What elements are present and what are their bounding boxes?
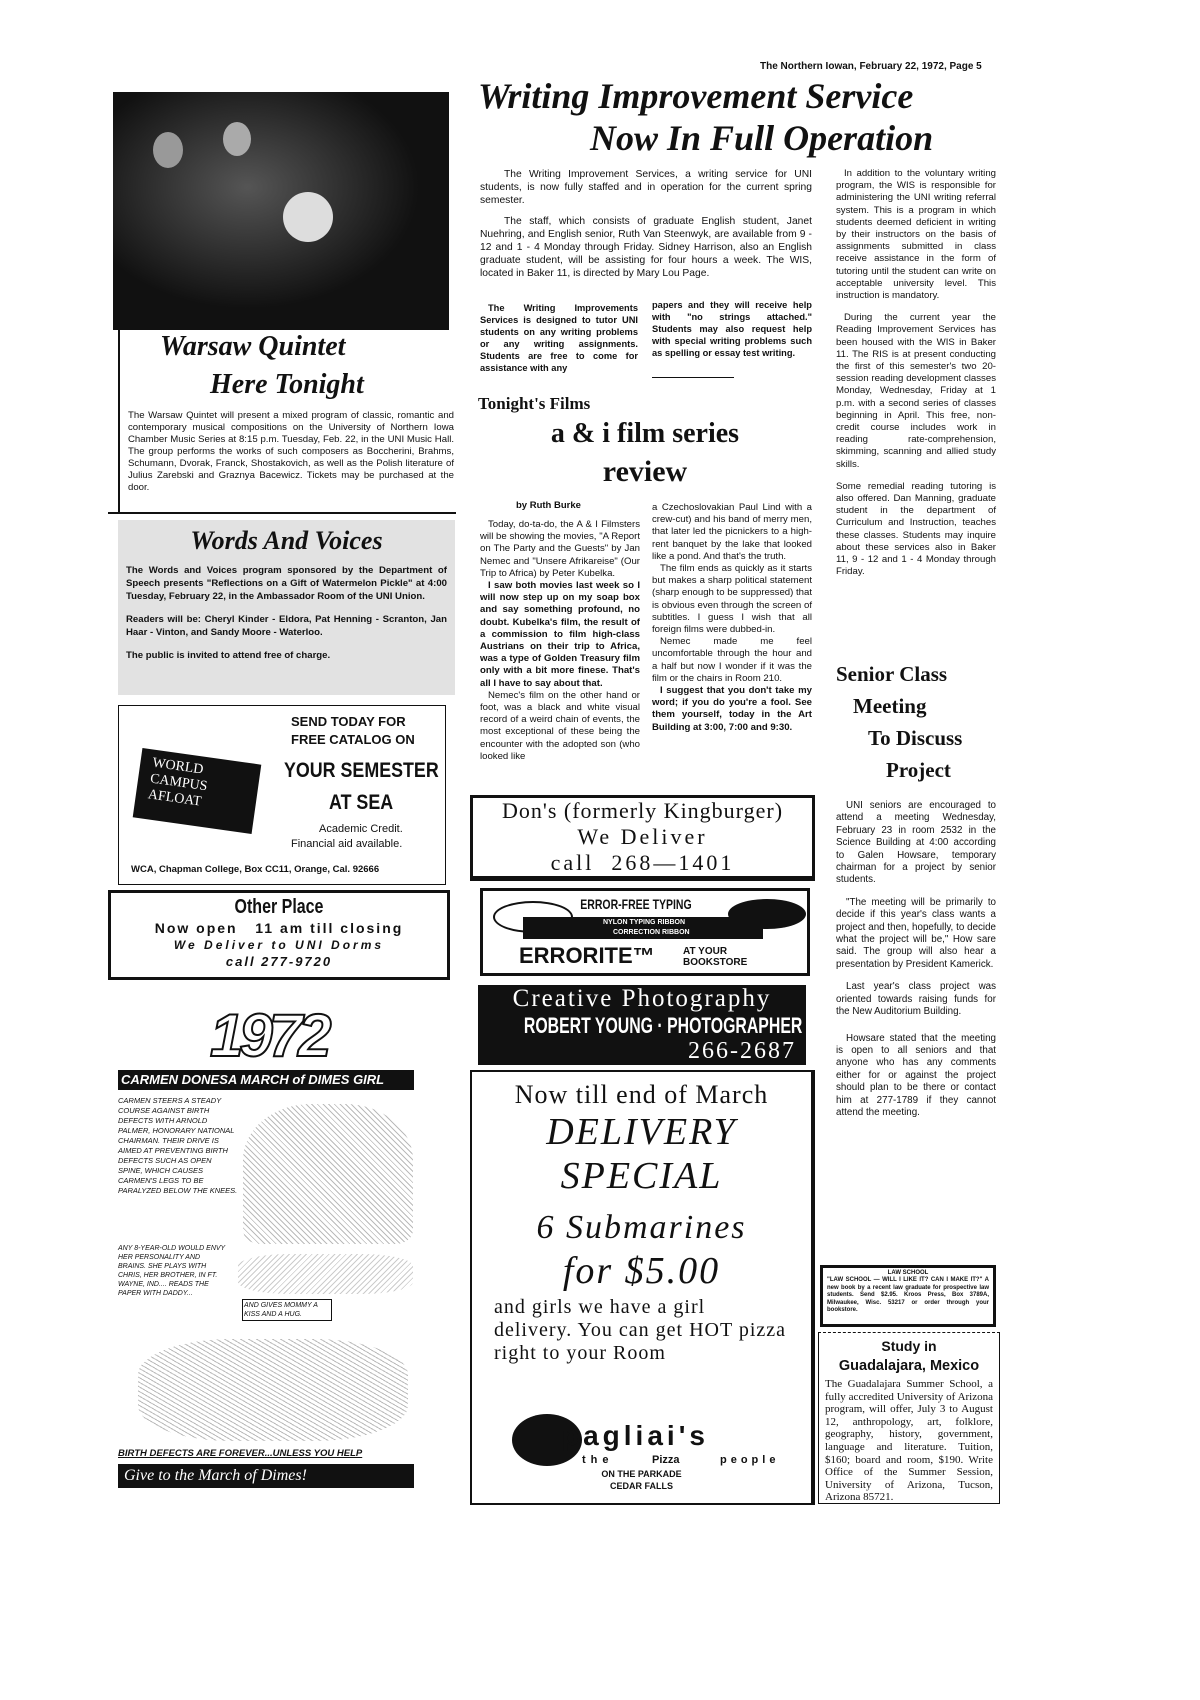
headline-line-1: Writing Improvement Service (478, 76, 914, 116)
wis-bold-left: The Writing Improvements Services is designed to tutor UNI students on any writing problems or any writing assignments. Students are free to come for assistance with any (480, 303, 638, 373)
pagliai-addr1: ON THE PARKADE (601, 1469, 682, 1479)
errorite-ad (480, 888, 810, 976)
pagliais-ad (470, 1070, 815, 1505)
films-c1p3: Nemec's film on the other hand or foot, was a black and white visual record of a weird chain of events, the most exceptional of these being the encounter with the adopted son (who looked like (480, 689, 640, 762)
films-title-2: review (602, 455, 688, 488)
wis-right-col (836, 168, 996, 586)
warsaw-title-1: Warsaw Quintet (160, 331, 346, 362)
dons-l2: We Deliver (577, 824, 708, 849)
sea-address: WCA, Chapman College, Box CC11, Orange, Cal. 92666 (131, 864, 380, 875)
dimes-illustration-bottom (138, 1339, 408, 1441)
masthead: The Northern Iowan, February 22, 1972, Page 5 (760, 61, 982, 72)
pagliai-people: people (720, 1454, 780, 1466)
errorite-l2: NYLON TYPING RIBBON (603, 919, 686, 926)
dimes-caption-2: ANY 8-YEAR-OLD WOULD ENVY HER PERSONALITY AND BRAINS. SHE PLAYS WITH CHRIS, HER BROTHER, IN FT. WAYNE, IND.... READS THE PAPER WITH DADDY... (118, 1244, 228, 1298)
headline-line-2: Now In Full Operation (590, 118, 934, 158)
law-school-ad (820, 1265, 996, 1327)
films-kicker: Tonight's Films (478, 394, 591, 413)
dimes-illustration-top (243, 1104, 413, 1244)
study-body: The Guadalajara Summer School, a fully accredited University of Arizona program, will offer, July 3 to August 12, anthropology, art, folklore, geography, history, government, language and literature. Tuition, $160; board and room, $190. Write Office of the Summer Session, University of Arizona, Tucson, Arizona 85721. (825, 1378, 993, 1504)
wis-right-p1: In addition to the voluntary writing program, the WIS is responsible for administering the UNI writing referral system. This is a program in which students deemed deficient in writing by their instructors on the basis of assignments submitted in class receive assistance in the form of tutoring until the student can write on acceptable university level. This instruction is mandatory. (836, 168, 996, 302)
dimes-caption-1: CARMEN STEERS A STEADY COURSE AGAINST BIRTH DEFECTS WITH ARNOLD PALMER, HONORARY NATIONAL CHAIRMAN. THEIR DRIVE IS AIMED AT PREVENTING BIRTH DEFECTS SUCH AS OPEN SPINE, WHICH CAUSES CARMEN'S LEGS TO BE PARALYZED BELOW THE KNEES. (118, 1096, 238, 1195)
divider (108, 512, 456, 514)
senior-title-1: Senior Class (836, 662, 948, 686)
law-body: "LAW SCHOOL — WILL I LIKE IT? CAN I MAKE IT?" A new book by a recent law graduate for prospective law students. Send $2.95. Kroos Press, Box 3789A, Milwaukee, Wisc. 53217 or order through your bookstore. (827, 1277, 989, 1314)
photography-ad (478, 985, 806, 1065)
dimes-caption-3: AND GIVES MOMMY A KISS AND A HUG. (242, 1299, 332, 1321)
dimes-illustration-mid (238, 1254, 413, 1294)
dimes-footer-2: Give to the March of Dimes! (118, 1464, 414, 1488)
dons-ad (470, 795, 815, 881)
divider (652, 377, 734, 378)
pagliai-the: the (582, 1454, 614, 1466)
sea-l1: SEND TODAY FOR (291, 714, 406, 729)
words-p1: The Words and Voices program sponsored by the Department of Speech presents "Reflections on a Gift of Watermelon Pickle" at 4:00 Tuesday, February 22, in the Ambassador Room of the UNI Union. (126, 565, 447, 602)
errorite-l5: BOOKSTORE (683, 957, 748, 968)
senior-title-3: To Discuss (868, 726, 963, 750)
films-col-2 (652, 502, 812, 741)
photo-l1: Creative Photography (512, 985, 772, 1012)
photo-l3: 266-2687 (688, 1038, 796, 1064)
quintet-photo (113, 92, 449, 330)
senior-p3: Last year's class project was oriented towards raising funds for the New Auditorium Building. (836, 981, 996, 1018)
films-c1p2: I saw both movies last week so I will now step up on my soap box and say something profound, no doubt. Kubelka's film, the result of a commission to film high-class Austrians on their trip to Africa, was a type of Golden Treasury film only with a bit more finese. That's all I have to say about that. (480, 580, 640, 689)
dimes-footer-1: BIRTH DEFECTS ARE FOREVER...UNLESS YOU HELP (118, 1448, 363, 1459)
warsaw-article (118, 330, 454, 512)
senior-p4: Howsare stated that the meeting is open to all seniors and that anyone who has any comments either for or against the project should plan to be there or contact him at 277-1789 if they cannot attend the meeting. (836, 1032, 996, 1118)
wis-bold-right: papers and they will receive help with "no strings attached." Students may also request help with special writing problems such as spelling or essay test writing. (652, 300, 812, 358)
words-p2: Readers will be: Cheryl Kinder - Eldora, Pat Henning - Scranton, Jan Haar - Vinton, and Sandy Moore - Waterloo. (126, 614, 447, 638)
pagliai-l2: DELIVERY (546, 1111, 737, 1153)
dimes-banner: CARMEN DONESA MARCH of DIMES GIRL (118, 1070, 414, 1090)
films-c1p1: Today, do-ta-do, the A & I Filmsters will be showing the movies, "A Report on The Party and the Guests" by Jan Nemec and "Unsere Afrikareise" (Our Trip to Africa) by Peter Kubelka. (480, 519, 640, 579)
words-voices-box (118, 520, 455, 695)
warsaw-body: The Warsaw Quintet will present a mixed program of classic, romantic and contemporary musical compositions on the University of Northern Iowa Chamber Music Series at 8:15 p.m. Tuesday, Feb. 22, in the UNI Music Hall. The group performs the works of such composers as Boccherini, Brahms, Schumann, Dvorak, Franck, Shostakovich, as well as the Polish literature of Julius Zarebski and Graznya Bacewicz. Tickets may be purchased at the door. (128, 410, 454, 493)
senior-body (836, 800, 996, 1126)
semester-at-sea-ad (118, 705, 446, 885)
guadalajara-ad (818, 1332, 1000, 1504)
films-c2p4: I suggest that you don't take my word; if you do you're a fool. See them yourself, today in the Art Building at 3:00, 7:00 and 9:30. (652, 685, 812, 733)
pagliai-l6: and girls we have a girl delivery. You can get HOT pizza right to your Room (494, 1296, 787, 1364)
wis-p2: The staff, which consists of graduate English student, Janet Nuehring, and English senior, Ruth Van Steenwyk, are available from 9 - 12 and 1 - 4 Monday through Friday. Sidney Harrison, also an English graduate student, will be assisting for four hours a week. The WIS, located in Baker 11, is directed by Mary Lou Page. (480, 216, 812, 279)
wis-right-p3: Some remedial reading tutoring is also offered. Dan Manning, graduate student in the department of Curriculum and Instruction, teaches these classes. Students may inquire about these services also in Baker 11, 9 - 12 and 1 - 4 Monday through Friday. (836, 480, 996, 578)
sea-l4: AT SEA (329, 791, 394, 814)
other-place-phone: call 277-9720 (225, 954, 333, 969)
pagliai-pizza: Pizza (652, 1454, 680, 1466)
pagliai-logo: pagliai's (562, 1420, 709, 1451)
study-title-2: Guadalajara, Mexico (838, 1358, 980, 1374)
pagliai-l4: 6 Submarines (536, 1209, 747, 1246)
study-title-1: Study in (881, 1338, 937, 1354)
films-col-1 (480, 519, 640, 770)
senior-title-4: Project (886, 758, 951, 782)
law-title: LAW SCHOOL (887, 1270, 929, 1276)
warsaw-title-2: Here Tonight (210, 369, 364, 400)
pagliai-l1: Now till end of March (514, 1080, 769, 1109)
wis-right-p2: During the current year the Reading Improvement Services has been housed with the WIS in Baker 11. The RIS is at present conducting the first of this semester's two 20-session reading development classes Monday, Wednesday, Friday at 1 p.m. with a second series of classes beginning in April. This free, non-credit course includes work in reading rate-comprehension, skimming, scanning and allied study skills. (836, 312, 996, 470)
films-c2p2: The film ends as quickly as it starts but makes a sharp political statement (sharp enough to be suppressed) that is obvious even through the screen of subtitles. I guess I wish that all foreign films were dubbed-in. (652, 563, 813, 636)
errorite-brand: ERRORITE™ (519, 943, 655, 968)
wis-p1: The Writing Improvement Services, a writing service for UNI students, is now fully staffed and in operation for the current spring semester. (480, 169, 812, 206)
sea-l6: Financial aid available. (291, 838, 403, 850)
sea-l5: Academic Credit. (319, 823, 403, 835)
dimes-year: 1972 (210, 1002, 328, 1069)
errorite-l4: AT YOUR (683, 946, 728, 957)
dons-l3: call 268—1401 (550, 850, 735, 875)
senior-p1: UNI seniors are encouraged to attend a meeting Wednesday, February 23 in room 2532 in the Science Building at 4:00 according to Galen Howsare, temporary chairman for a project by senior students. (836, 800, 996, 886)
world-campus-afloat-book: WORLD CAMPUS AFLOAT (133, 748, 262, 834)
pagliai-l5: for $5.00 (562, 1250, 721, 1292)
films-c2p1: a Czechoslovakian Paul Lind with a crew-cut) and his band of merry men, that later led the picnickers to a high-rent banquet by the lake that looked like a pond. And that's the truth. (652, 502, 812, 562)
other-place-deliver: We Deliver to UNI Dorms (173, 938, 385, 952)
march-of-dimes-ad (118, 1004, 418, 1492)
pagliai-l3: SPECIAL (560, 1155, 723, 1197)
words-p3: The public is invited to attend free of charge. (126, 650, 331, 661)
wis-intro (480, 168, 812, 287)
words-title: Words And Voices (190, 526, 383, 555)
pagliai-addr2: CEDAR FALLS (610, 1481, 673, 1491)
senior-p2: "The meeting will be primarily to decide if this year's class wants a project and then, hopefully, to decide what the project will be," How sare said. The group will also hear a presentation by President Kamerick. (836, 896, 996, 970)
errorite-l1: ERROR-FREE TYPING (578, 896, 694, 913)
other-place-hours: Now open 11 am till closing (154, 920, 404, 936)
films-c2p3: Nemec made me feel uncomfortable through the hour and a half but now I wonder if it was the film or the chairs in Room 210. (652, 636, 812, 684)
photo-l2: ROBERT YOUNG · PHOTOGRAPHER (523, 1013, 803, 1038)
sea-l3: YOUR SEMESTER (284, 759, 439, 782)
films-title-1: a & i film series (550, 418, 740, 449)
films-byline: by Ruth Burke (516, 500, 581, 511)
other-place-title: Other Place (234, 896, 324, 918)
errorite-l3: CORRECTION RIBBON (613, 929, 690, 936)
sea-l2: FREE CATALOG ON (291, 732, 415, 747)
dons-l1: Don's (formerly Kingburger) (501, 798, 784, 823)
other-place-ad (108, 890, 450, 980)
senior-title-2: Meeting (853, 694, 927, 718)
